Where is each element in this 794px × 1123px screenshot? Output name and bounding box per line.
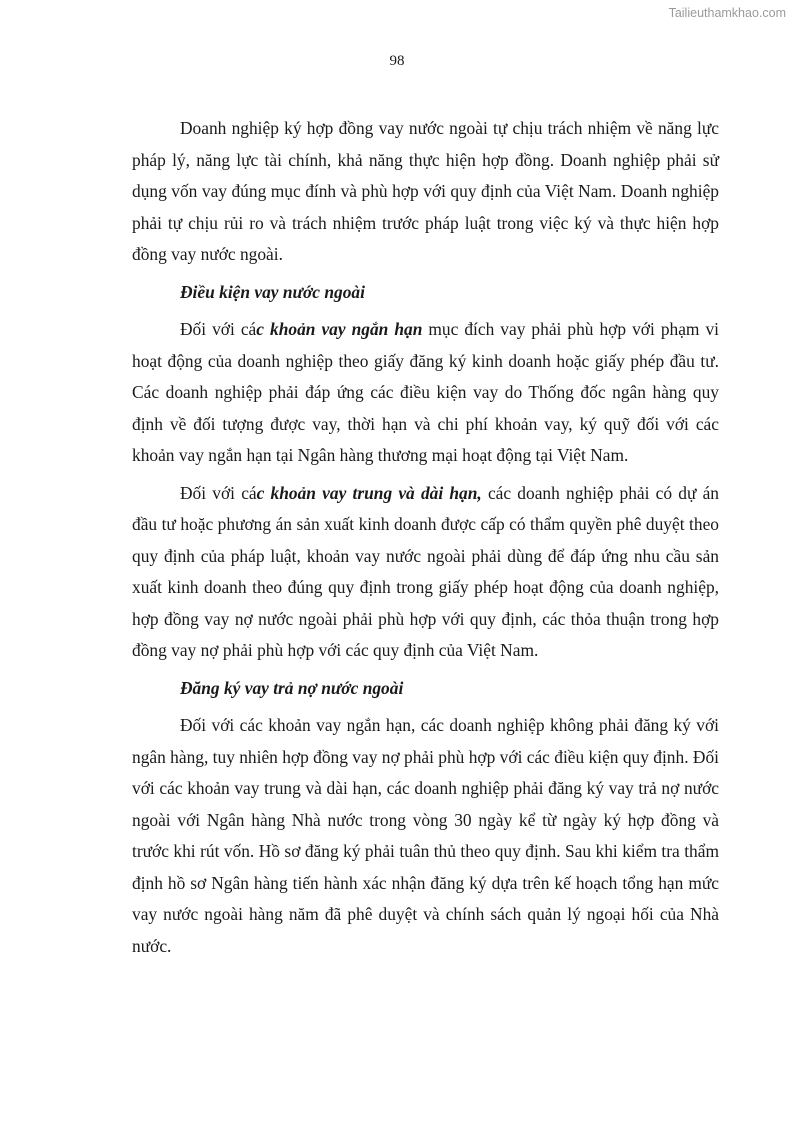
paragraph-text: Đối với cá [180,319,257,339]
paragraph-text: mục đích vay phải phù hợp với phạm vi hoạt động của doanh nghiệp theo giấy đăng ký kinh doanh hoặc giấy phép đầu tư. Các doanh nghiệp phải đáp ứng các điều kiện vay do Thống đốc ngân hàng quy định về đối tượng được vay, thời hạn và chi phí khoản vay, ký quỹ đối với các khoản vay ngắn hạn tại Ngân hàng thương mại hoạt động tại Việt Nam. [132,319,719,465]
paragraph-registration: Đối với các khoản vay ngắn hạn, các doanh nghiệp không phải đăng ký với ngân hàng, tuy nhiên hợp đồng vay nợ phải phù hợp với các điều kiện quy định. Đối với các khoản vay trung và dài hạn, các doanh nghiệp phải đăng ký vay trả nợ nước ngoài với Ngân hàng Nhà nước trong vòng 30 ngày kể từ ngày ký hợp đồng và trước khi rút vốn. Hồ sơ đăng ký phải tuân thủ theo quy định. Sau khi kiểm tra thẩm định hồ sơ Ngân hàng tiến hành xác nhận đăng ký dựa trên kế hoạch tổng hạn mức vay nước ngoài hàng năm đã phê duyệt và chính sách quản lý ngoại hối của Nhà nước. [132,715,719,956]
emphasis-short-term-loans: c khoản vay ngắn hạn [256,319,423,339]
paragraph-text: các doanh nghiệp phải có dự án đầu tư hoặc phương án sản xuất kinh doanh được cấp có thẩm quyền phê duyệt theo quy định của pháp luật, khoản vay nước ngoài phải dùng để đáp ứng nhu cầu sản xuất kinh doanh theo đúng quy định trong giấy phép hoạt động của doanh nghiệp, hợp đồng vay nợ nước ngoài phải phù hợp với quy định, các thỏa thuận trong hợp đồng vay nợ phải phù hợp với các quy định của Việt Nam. [132,482,720,660]
watermark: Tailieuthamkhao.com [668,6,786,20]
page-body [132,113,719,968]
paragraph-text: Đối với cá [180,482,257,503]
page-number: 98 [389,53,405,69]
paragraph-medium-long-term-loans [132,478,719,667]
heading-loan-conditions: Điều kiện vay nước ngoài [180,281,365,302]
heading-debt-registration: Đăng ký vay trả nợ nước ngoài [180,677,404,698]
paragraph-short-term-loans [132,314,719,472]
paragraph-responsibility: Doanh nghiệp ký hợp đồng vay nước ngoài tự chịu trách nhiệm về năng lực pháp lý, năng lực tài chính, khả năng thực hiện hợp đồng. Doanh nghiệp phải sử dụng vốn vay đúng mục đính và phù hợp với quy định của Việt Nam. Doanh nghiệp phải tự chịu rủi ro và trách nhiệm trước pháp luật trong việc ký và thực hiện hợp đồng vay nước ngoài. [132,118,719,264]
emphasis-medium-long-term-loans: c khoản vay trung và dài hạn, [256,482,482,503]
